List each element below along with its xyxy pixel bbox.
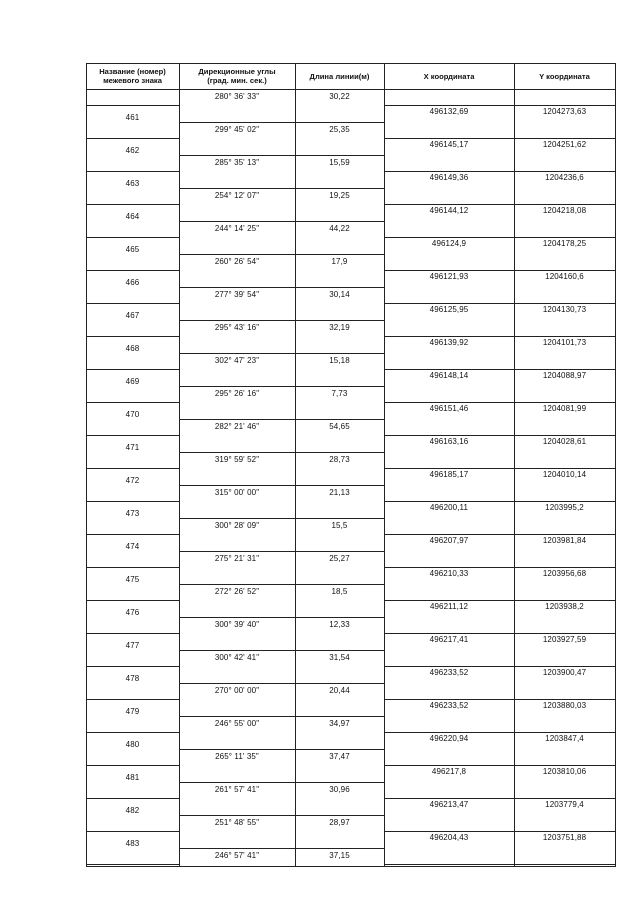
direction-angle-cell: 277° 39' 54" <box>214 290 260 300</box>
x-coordinate-cell: 496144,12 <box>429 206 469 216</box>
grid-horizontal-line <box>179 749 385 750</box>
point-name-cell: 470 <box>125 409 140 419</box>
direction-angle-cell: 300° 28' 09" <box>214 521 260 531</box>
header-point-name-line2: межевого знака <box>103 76 162 85</box>
grid-horizontal-line <box>179 155 385 156</box>
line-length-cell: 15,59 <box>329 158 350 168</box>
point-name-cell: 473 <box>125 508 140 518</box>
y-coordinate-cell: 1203880,03 <box>542 700 587 710</box>
line-length-cell: 7,73 <box>331 389 348 399</box>
grid-horizontal-line <box>86 369 180 370</box>
line-length-cell: 18,5 <box>331 587 348 597</box>
line-length-cell: 25,35 <box>329 125 350 135</box>
grid-horizontal-line <box>179 782 385 783</box>
grid-horizontal-line <box>86 600 180 601</box>
grid-horizontal-line <box>86 63 616 64</box>
x-coordinate-cell: 496124,9 <box>431 239 467 249</box>
direction-angle-cell: 275° 21' 31" <box>214 554 260 564</box>
grid-horizontal-line <box>179 221 385 222</box>
grid-horizontal-line <box>179 518 385 519</box>
grid-horizontal-line <box>86 138 180 139</box>
direction-angle-cell: 315° 00' 00" <box>214 488 260 498</box>
header-direction-angle-line1: Дирекционные углы <box>198 67 276 76</box>
grid-horizontal-line <box>86 435 180 436</box>
line-length-cell: 15,5 <box>331 521 348 531</box>
x-coordinate-cell: 496204,43 <box>429 832 469 842</box>
y-coordinate-cell: 1204088,97 <box>542 371 587 381</box>
y-coordinate-cell: 1204273,63 <box>542 107 587 117</box>
point-name-cell: 474 <box>125 541 140 551</box>
x-coordinate-cell: 496200,11 <box>429 503 469 513</box>
y-coordinate-cell: 1203995,2 <box>545 503 584 513</box>
y-coordinate-cell: 1204236,6 <box>545 173 584 183</box>
grid-horizontal-line <box>179 716 385 717</box>
y-coordinate-cell: 1203900,47 <box>542 667 587 677</box>
header-direction-angle <box>179 67 295 85</box>
x-coordinate-cell: 496145,17 <box>429 140 469 150</box>
direction-angle-cell: 270° 00' 00" <box>214 686 260 696</box>
grid-horizontal-line <box>86 699 180 700</box>
header-x-coordinate: X координата <box>423 72 475 81</box>
y-coordinate-cell: 1203981,84 <box>542 536 587 545</box>
y-coordinate-cell: 1204251,62 <box>542 140 587 150</box>
header-point-name <box>86 67 179 85</box>
point-name-cell: 467 <box>125 310 140 320</box>
grid-horizontal-line <box>86 171 180 172</box>
grid-horizontal-line <box>86 89 616 90</box>
line-length-cell: 12,33 <box>329 620 350 630</box>
grid-horizontal-line <box>179 551 385 552</box>
x-coordinate-cell: 496139,92 <box>429 338 469 348</box>
grid-horizontal-line <box>179 683 385 684</box>
grid-horizontal-line <box>179 650 385 651</box>
y-coordinate-cell: 1203751,88 <box>542 832 587 842</box>
x-coordinate-cell: 496149,36 <box>429 173 469 183</box>
y-coordinate-cell: 1204010,14 <box>542 470 587 480</box>
point-name-cell: 472 <box>125 475 140 485</box>
point-name-cell: 465 <box>125 244 140 254</box>
grid-horizontal-line <box>179 617 385 618</box>
grid-horizontal-line <box>179 386 385 387</box>
point-name-cell: 464 <box>125 211 140 221</box>
grid-horizontal-line <box>86 633 180 634</box>
y-coordinate-cell: 1203938,2 <box>545 602 584 611</box>
direction-angle-cell: 244° 14' 25" <box>214 224 260 234</box>
y-coordinate-cell: 1204178,25 <box>542 239 587 249</box>
x-coordinate-cell: 496163,16 <box>429 437 469 447</box>
grid-vertical-line <box>514 63 515 866</box>
line-length-cell: 25,27 <box>329 554 350 564</box>
x-coordinate-cell: 496210,33 <box>429 569 469 578</box>
y-coordinate-cell: 1204218,08 <box>542 206 587 216</box>
grid-horizontal-line <box>86 105 180 106</box>
line-length-cell: 44,22 <box>329 224 350 234</box>
line-length-cell: 30,22 <box>329 92 350 102</box>
x-coordinate-cell: 496233,52 <box>429 667 469 677</box>
grid-horizontal-line <box>86 732 180 733</box>
point-name-cell: 479 <box>125 706 140 716</box>
point-name-cell: 476 <box>125 607 140 617</box>
y-coordinate-cell: 1203810,06 <box>542 766 587 776</box>
line-length-cell: 15,18 <box>329 356 350 366</box>
grid-horizontal-line <box>86 402 180 403</box>
grid-horizontal-line <box>86 501 180 502</box>
direction-angle-cell: 299° 45' 02" <box>214 125 260 135</box>
grid-horizontal-line <box>86 567 180 568</box>
grid-horizontal-line <box>179 848 385 849</box>
line-length-cell: 37,15 <box>329 851 350 861</box>
x-coordinate-cell: 496148,14 <box>429 371 469 381</box>
point-name-cell: 471 <box>125 442 140 452</box>
direction-angle-cell: 265° 11' 35" <box>215 752 259 762</box>
point-name-cell: 475 <box>125 574 140 584</box>
direction-angle-cell: 300° 42' 41" <box>214 653 260 663</box>
line-length-cell: 32,19 <box>329 323 350 333</box>
point-name-cell: 480 <box>125 739 140 749</box>
grid-horizontal-line <box>179 452 385 453</box>
grid-horizontal-line <box>86 270 180 271</box>
line-length-cell: 21,13 <box>329 488 350 498</box>
y-coordinate-cell: 1204081,99 <box>542 404 587 414</box>
grid-horizontal-line <box>179 419 385 420</box>
grid-horizontal-line <box>179 584 385 585</box>
direction-angle-cell: 260° 26' 54" <box>214 257 260 267</box>
point-name-cell: 466 <box>125 277 140 287</box>
direction-angle-cell: 282° 21' 46" <box>214 422 260 432</box>
grid-horizontal-line <box>86 831 180 832</box>
line-length-cell: 37,47 <box>329 752 350 762</box>
point-name-cell: 463 <box>125 178 140 188</box>
direction-angle-cell: 280° 36' 33" <box>214 92 260 102</box>
x-coordinate-cell: 496213,47 <box>429 799 469 809</box>
grid-horizontal-line <box>179 485 385 486</box>
grid-horizontal-line <box>179 320 385 321</box>
point-name-cell: 482 <box>125 805 140 815</box>
grid-horizontal-line <box>86 866 616 867</box>
y-coordinate-cell: 1204160,6 <box>545 272 584 282</box>
direction-angle-cell: 295° 43' 16" <box>214 323 260 333</box>
point-name-cell: 477 <box>125 640 140 650</box>
x-coordinate-cell: 496121,93 <box>429 272 469 282</box>
direction-angle-cell: 272° 26' 52" <box>214 587 260 597</box>
line-length-cell: 30,14 <box>329 290 350 300</box>
grid-horizontal-line <box>179 122 385 123</box>
point-name-cell: 483 <box>125 838 140 848</box>
x-coordinate-cell: 496151,46 <box>429 404 469 414</box>
grid-horizontal-line <box>179 353 385 354</box>
header-point-name-line1: Название (номер) <box>99 67 166 76</box>
grid-horizontal-line <box>86 204 180 205</box>
grid-horizontal-line <box>86 798 180 799</box>
grid-horizontal-line <box>86 468 180 469</box>
line-length-cell: 54,65 <box>329 422 350 432</box>
x-coordinate-cell: 496220,94 <box>429 733 469 743</box>
y-coordinate-cell: 1204130,73 <box>542 305 587 315</box>
direction-angle-cell: 246° 55' 00" <box>214 719 260 729</box>
grid-horizontal-line <box>179 254 385 255</box>
direction-angle-cell: 285° 35' 13" <box>214 158 260 168</box>
line-length-cell: 28,73 <box>329 455 350 465</box>
grid-horizontal-line <box>86 765 180 766</box>
grid-horizontal-line <box>86 534 180 535</box>
grid-horizontal-line <box>179 188 385 189</box>
x-coordinate-cell: 496217,41 <box>429 634 469 644</box>
x-coordinate-cell: 496211,12 <box>429 602 469 611</box>
direction-angle-cell: 251° 48' 55" <box>214 818 260 828</box>
y-coordinate-cell: 1203847,4 <box>545 733 584 743</box>
point-name-cell: 461 <box>125 112 140 122</box>
grid-vertical-line <box>615 63 616 866</box>
point-name-cell: 462 <box>125 145 140 155</box>
line-length-cell: 19,25 <box>329 191 350 201</box>
grid-horizontal-line <box>86 666 180 667</box>
direction-angle-cell: 246° 57' 41" <box>214 851 260 861</box>
y-coordinate-cell: 1204101,73 <box>542 338 587 348</box>
y-coordinate-cell: 1204028,61 <box>542 437 587 447</box>
header-direction-angle-line2: (град. мин. сек.) <box>207 76 267 85</box>
x-coordinate-cell: 496132,69 <box>429 107 469 117</box>
point-name-cell: 481 <box>125 772 140 782</box>
direction-angle-cell: 319° 59' 52" <box>214 455 260 465</box>
direction-angle-cell: 302° 47' 23" <box>214 356 260 366</box>
line-length-cell: 30,96 <box>329 785 350 795</box>
line-length-cell: 20,44 <box>329 686 350 696</box>
grid-horizontal-line <box>86 303 180 304</box>
header-line-length: Длина линии(м) <box>309 72 370 81</box>
grid-horizontal-line <box>86 336 180 337</box>
line-length-cell: 17,9 <box>331 257 348 267</box>
grid-horizontal-line <box>179 287 385 288</box>
y-coordinate-cell: 1203956,68 <box>542 569 587 578</box>
x-coordinate-cell: 496125,95 <box>429 305 469 315</box>
point-name-cell: 478 <box>125 673 140 683</box>
header-y-coordinate: Y координата <box>539 72 590 81</box>
direction-angle-cell: 295° 26' 16" <box>214 389 260 399</box>
line-length-cell: 31,54 <box>329 653 350 663</box>
grid-horizontal-line <box>179 815 385 816</box>
x-coordinate-cell: 496217,8 <box>431 766 467 776</box>
y-coordinate-cell: 1203927,59 <box>542 634 587 644</box>
y-coordinate-cell: 1203779,4 <box>545 799 584 809</box>
line-length-cell: 34,97 <box>329 719 350 729</box>
direction-angle-cell: 261° 57' 41" <box>214 785 260 795</box>
x-coordinate-cell: 496233,52 <box>429 700 469 710</box>
x-coordinate-cell: 496207,97 <box>429 536 469 545</box>
point-name-cell: 468 <box>125 343 140 353</box>
x-coordinate-cell: 496185,17 <box>429 470 469 480</box>
line-length-cell: 28,97 <box>329 818 350 828</box>
direction-angle-cell: 254° 12' 07" <box>214 191 260 201</box>
point-name-cell: 469 <box>125 376 140 386</box>
grid-vertical-line <box>384 63 385 866</box>
grid-horizontal-line <box>86 237 180 238</box>
direction-angle-cell: 300° 39' 40" <box>214 620 260 630</box>
